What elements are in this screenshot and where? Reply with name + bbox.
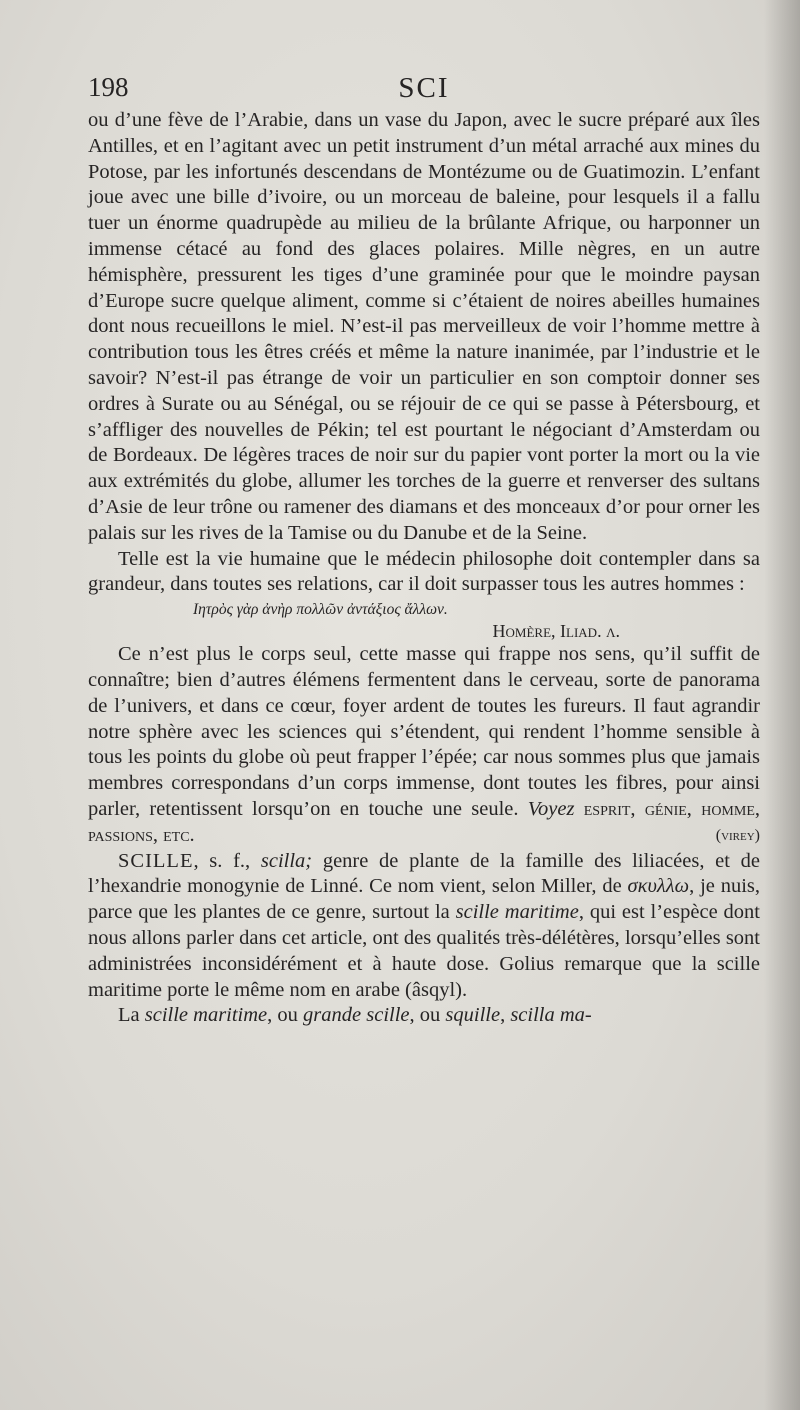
paragraph-5 bbox=[88, 1003, 760, 1029]
paragraph-2: Telle est la vie humaine que le médecin philosophe doit contempler dans sa grandeur, dans toutes ses relations, car il doit surpasser tous les autres hommes : bbox=[88, 547, 760, 596]
page-header bbox=[88, 72, 760, 112]
running-head: SCI bbox=[398, 72, 450, 104]
author-signature: (virey) bbox=[715, 826, 760, 844]
paragraph-3-text: Ce n’est plus le corps seul, cette masse qui frappe nos sens, qu’il suffit de connaître; bien d’autres élémens fermentent dans le cerveau, sorte de panorama de l’univers, et dans ce cœur, foyer ardent de toutes les fureurs. Il faut agrandir notre sphère avec les sciences qui s’étendent, qui rendent l’homme sensible à tous les points du globe où peut frapper l’épée; car nous sommes plus que jamais membres correspondans d’un corps immense, dont toutes les fibres, pour ainsi parler, retentissent lorsqu’on en touche une seule. bbox=[88, 643, 760, 820]
p5-italic-3: squille bbox=[445, 1004, 501, 1027]
page-number: 198 bbox=[88, 72, 129, 102]
p5-text-d: , bbox=[500, 1004, 511, 1027]
greek-quotation: Ιητρὸς γὰρ ἀνὴρ πολλῶν ἀντάξιος ἄλλων. bbox=[193, 601, 448, 619]
p5-italic-1: scille maritime bbox=[144, 1004, 268, 1027]
paragraph-3 bbox=[88, 642, 760, 848]
p5-text-b: , ou bbox=[267, 1004, 304, 1027]
p5-text-a: La bbox=[118, 1004, 145, 1027]
p5-text-c: , ou bbox=[409, 1004, 446, 1027]
entry-greek-word: σκυλλω bbox=[627, 875, 690, 898]
p5-italic-4: scilla ma- bbox=[510, 1004, 592, 1027]
cross-references: esprit, génie, homme, passions, etc. bbox=[88, 797, 760, 846]
entry-latin-name-2: scille maritime bbox=[455, 901, 579, 924]
entry-headword: SCILLE bbox=[118, 849, 194, 872]
entry-text-d: , qui est l’espèce dont nous allons parler dans cet article, ont des qualités très-délétères, lorsqu’elles sont administrées inconsidérément et à haute dose. Golius remarque que la scille maritime porte le même nom en arabe (âsqyl). bbox=[88, 901, 761, 1001]
entry-text-c: , je nuis, parce que les plantes de ce genre, surtout la bbox=[88, 875, 760, 924]
paragraph-1: ou d’une fève de l’Arabie, dans un vase du Japon, avec le sucre préparé aux îles Antilles, et en l’agitant avec un petit instrument d’un métal arraché aux mines du Potose, par les infortunés descendans de Montézume ou de Guatimozin. L’enfant joue avec une bille d’ivoire, ou un morceau de baleine, pour lesquels il a fallu tuer un énorme quadrupède au milieu de la brûlante Afrique, ou harponner un immense cétacé au fond des glaces polaires. Mille nègres, en un autre hémisphère, pressurent les tiges d’une graminée pour que le moindre paysan d’Europe sucre quelque aliment, comme si c’étaient de noires abeilles humaines dont nous recueillons le miel. N’est-il pas merveilleux de voir l’homme mettre à contribution tous les êtres créés et même la nature inanimée, par l’industrie et le savoir? N’est-il pas étrange de voir un particulier en son comptoir donner ses ordres à Surate ou au Sénégal, ou se réjouir de ce qui se passe à Pétersbourg, et s’affliger des nouvelles de Pékin; tel est pourtant le négociant d’Amsterdam ou de Bordeaux. De légères traces de noir sur du papier vont porter la mort ou la vie aux extrémités du globe, allumer les torches de la guerre et renverser des sultans d’Asie de leur trône ou ramener des diamans et des monceaux d’or pour orner les palais sur les rives de la Tamise ou du Danube et de la Seine. bbox=[88, 109, 760, 544]
p5-italic-2: grande scille bbox=[303, 1004, 410, 1027]
entry-latin-name: scilla; bbox=[260, 849, 313, 872]
body-text bbox=[88, 108, 760, 1029]
entry-text-b: genre de plante de la famille des liliacées, et de l’hexandrie monogynie de Linné. Ce nom vient, selon Miller, de bbox=[88, 849, 760, 898]
entry-text-a: , s. f., bbox=[193, 849, 261, 872]
quotation-source: Homère, Iliad. λ. bbox=[492, 621, 620, 642]
voyez-label: Voyez bbox=[527, 797, 575, 820]
paragraph-4 bbox=[88, 849, 760, 1004]
